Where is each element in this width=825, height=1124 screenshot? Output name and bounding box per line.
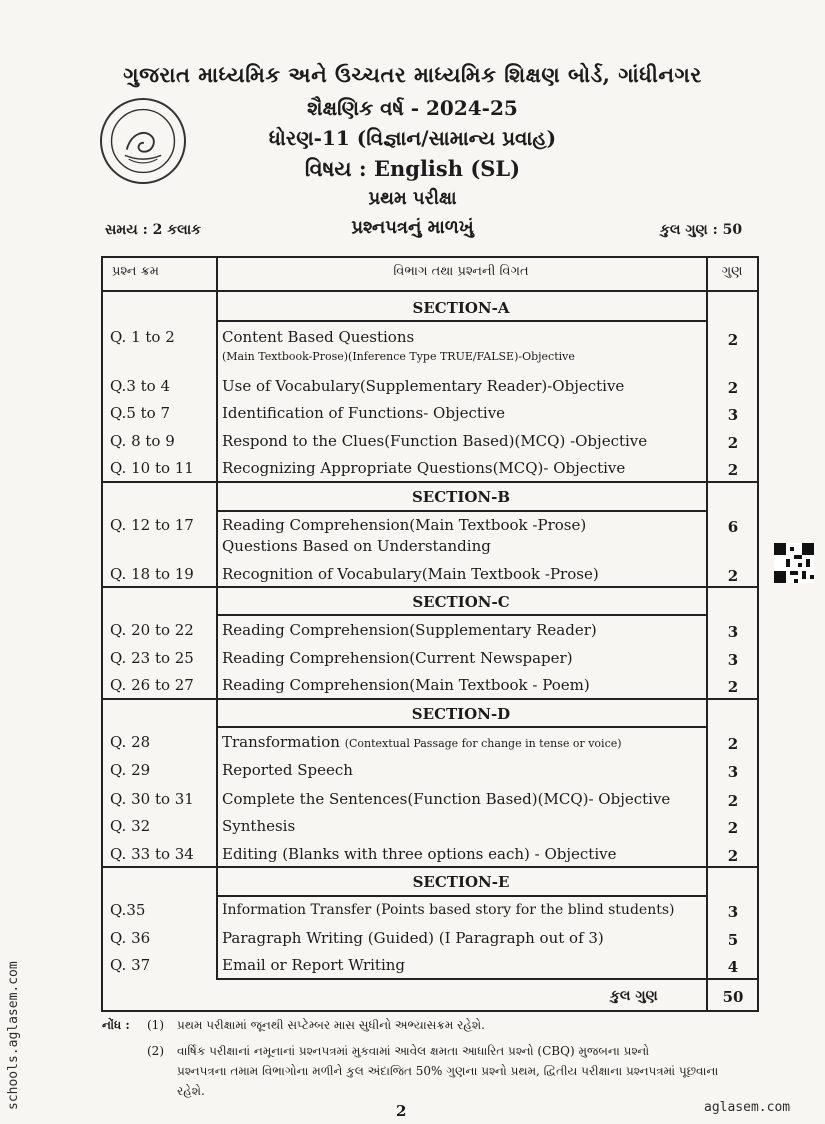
- question-marks: 2: [727, 331, 739, 349]
- academic-year: શૈક્ષણિક વર્ષ - 2024-25: [307, 96, 518, 120]
- question-number: Q.5 to 7: [110, 404, 170, 422]
- note-2-line-1: વાર્ષિક પરીક્ષાનાં નમૂનાનાં પ્રશ્નપત્રમાં મુકવામાં આવેલ ક્ષમતા આધારિત પ્રશ્નો (CBQ) મુજબના પ્રશ્નો: [177, 1044, 650, 1058]
- question-number: Q. 8 to 9: [110, 432, 175, 450]
- table-divider: [102, 698, 758, 700]
- table-divider: [216, 614, 707, 616]
- qr-code-icon: [774, 543, 814, 583]
- question-detail: Reading Comprehension(Main Textbook - Poem): [222, 676, 590, 694]
- paper-structure-title: પ્રશ્નપત્રનું માળખું: [351, 217, 474, 238]
- question-detail-main: Transformation: [222, 733, 340, 751]
- question-marks: 3: [727, 623, 739, 641]
- question-detail: Synthesis: [222, 817, 296, 835]
- question-marks: 2: [727, 461, 739, 479]
- question-number: Q. 20 to 22: [110, 621, 194, 639]
- question-detail: Reading Comprehension(Supplementary Reader): [222, 621, 597, 639]
- table-divider: [102, 290, 758, 292]
- table-divider: [216, 978, 707, 980]
- question-marks: 4: [727, 958, 739, 976]
- question-detail-note: (Contextual Passage for change in tense or voice): [344, 737, 622, 750]
- question-number: Q. 33 to 34: [110, 845, 194, 863]
- note-1-number: (1): [147, 1018, 164, 1032]
- table-divider: [706, 978, 758, 980]
- notes-label: નોંધ :: [102, 1018, 130, 1032]
- question-detail: Editing (Blanks with three options each) - Objective: [222, 845, 617, 863]
- question-marks: 3: [727, 903, 739, 921]
- table-divider: [102, 866, 758, 868]
- footer-watermark: aglasem.com: [704, 1100, 791, 1115]
- question-detail: [222, 733, 622, 751]
- table-divider: [102, 586, 758, 588]
- question-marks: 2: [727, 567, 739, 585]
- question-detail: Identification of Functions- Objective: [222, 404, 506, 422]
- note-2-line-2: પ્રશ્નપત્રના તમામ વિભાગોના મળીને કુલ અંદાજિત 50% ગુણના પ્રશ્નો પ્રથમ, દ્વિતીય પરીક્ષાના પ્રશ્નપત્રમાં પૂછવાના: [177, 1064, 719, 1078]
- standard: ધોરણ-11 (વિજ્ઞાન/સામાન્ય પ્રવાહ): [268, 126, 557, 150]
- section-title: SECTION-C: [412, 593, 510, 611]
- question-detail-line2: Questions Based on Understanding: [222, 537, 491, 555]
- question-detail: Reported Speech: [222, 761, 353, 779]
- question-detail: Email or Report Writing: [222, 956, 406, 974]
- question-number: Q. 10 to 11: [110, 459, 194, 477]
- table-divider: [706, 257, 708, 1011]
- question-detail-note: (Main Textbook-Prose)(Inference Type TRUE/FALSE)-Objective: [222, 350, 575, 363]
- question-number: Q. 18 to 19: [110, 565, 194, 583]
- question-marks: 2: [727, 735, 739, 753]
- exam-time: સમય : 2 કલાક: [105, 222, 202, 238]
- board-name: ગુજરાત માધ્યમિક અને ઉચ્ચતર માધ્યમિક શિક્ષણ બોર્ડ, ગાંધીનગર: [123, 62, 702, 87]
- total-value: 50: [722, 988, 744, 1006]
- question-number: Q.35: [110, 901, 146, 919]
- question-detail: Complete the Sentences(Function Based)(MCQ)- Objective: [222, 790, 671, 808]
- section-title: SECTION-D: [411, 705, 511, 723]
- question-detail: Use of Vocabulary(Supplementary Reader)-Objective: [222, 377, 625, 395]
- note-1: પ્રથમ પરીક્ષામાં જૂનથી સપ્ટેમ્બર માસ સુધીનો અભ્યાસક્રમ રહેશે.: [177, 1018, 485, 1032]
- total-marks: કુલ ગુણ : 50: [660, 222, 743, 238]
- header-marks: ગુણ: [721, 264, 743, 279]
- question-detail: Respond to the Clues(Function Based)(MCQ) -Objective: [222, 432, 648, 450]
- header-details: વિભાગ તથા પ્રશ્નની વિગત: [393, 264, 529, 279]
- side-watermark: schools.aglasem.com: [6, 961, 21, 1110]
- question-marks: 2: [727, 847, 739, 865]
- question-marks: 2: [727, 678, 739, 696]
- table-divider: [216, 510, 707, 512]
- question-marks: 2: [727, 792, 739, 810]
- section-title: SECTION-B: [411, 488, 511, 506]
- question-number: Q. 1 to 2: [110, 328, 175, 346]
- exam-name: પ્રથમ પરીક્ષા: [368, 188, 457, 209]
- question-detail: Reading Comprehension(Main Textbook -Prose): [222, 516, 587, 534]
- table-divider: [102, 481, 758, 483]
- question-marks: 2: [727, 434, 739, 452]
- question-marks: 3: [727, 651, 739, 669]
- question-number: Q. 36: [110, 929, 151, 947]
- table-divider: [216, 320, 707, 322]
- question-number: Q.3 to 4: [110, 377, 170, 395]
- header-question-number: પ્રશ્ન ક્રમ: [112, 264, 159, 279]
- section-title: SECTION-E: [412, 873, 510, 891]
- question-number: Q. 26 to 27: [110, 676, 194, 694]
- question-marks: 5: [727, 931, 739, 949]
- table-divider: [216, 257, 218, 979]
- question-marks: 2: [727, 819, 739, 837]
- section-title: SECTION-A: [412, 299, 510, 317]
- note-2-line-3: રહેશે.: [177, 1084, 205, 1098]
- question-marks: 3: [727, 763, 739, 781]
- question-number: Q. 29: [110, 761, 151, 779]
- note-2-number: (2): [147, 1044, 164, 1058]
- question-marks: 2: [727, 379, 739, 397]
- question-number: Q. 32: [110, 817, 151, 835]
- question-detail: Recognizing Appropriate Questions(MCQ)- Objective: [222, 459, 626, 477]
- question-marks: 6: [727, 518, 739, 536]
- question-detail: Information Transfer (Points based story for the blind students): [222, 902, 675, 918]
- question-detail: Content Based Questions: [222, 328, 415, 346]
- question-detail: Reading Comprehension(Current Newspaper): [222, 649, 573, 667]
- table-divider: [216, 726, 707, 728]
- total-label: કુલ ગુણ: [610, 988, 658, 1004]
- question-number: Q. 30 to 31: [110, 790, 194, 808]
- question-number: Q. 23 to 25: [110, 649, 194, 667]
- subject: વિષય : English (SL): [304, 156, 521, 181]
- question-marks: 3: [727, 406, 739, 424]
- question-number: Q. 28: [110, 733, 151, 751]
- table-divider: [216, 895, 707, 897]
- question-number: Q. 37: [110, 956, 151, 974]
- page-number: 2: [396, 1102, 407, 1120]
- question-number: Q. 12 to 17: [110, 516, 194, 534]
- question-detail: Recognition of Vocabulary(Main Textbook -Prose): [222, 565, 599, 583]
- question-detail: Paragraph Writing (Guided) (I Paragraph out of 3): [222, 929, 604, 947]
